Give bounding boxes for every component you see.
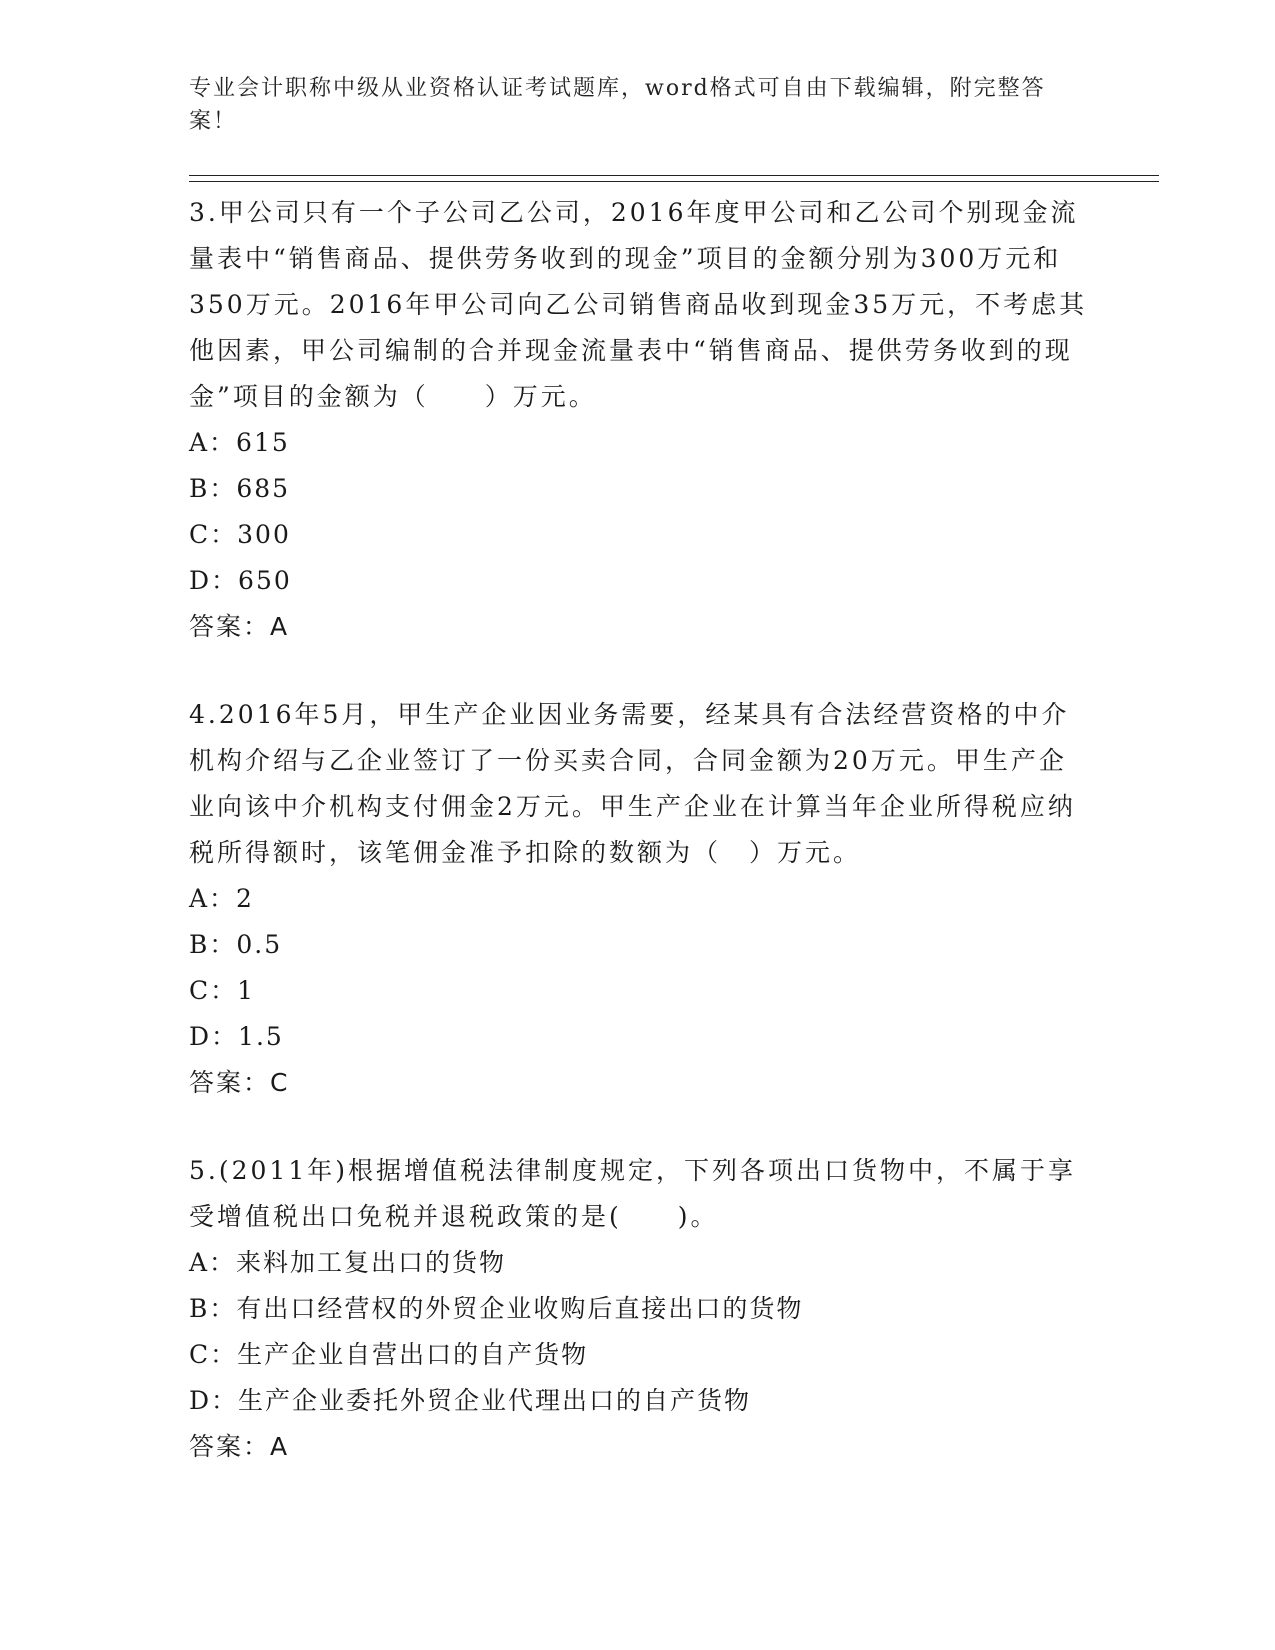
question-stem: 5.(2011年)根据增值税法律制度规定，下列各项出口货物中，不属于享受增值税出口免税并退税政策的是( )。 xyxy=(189,1156,1076,1231)
question-stem: 3.甲公司只有一个子公司乙公司，2016年度甲公司和乙公司个别现金流量表中“销售商品、提供劳务收到的现金”项目的金额分别为300万元和350万元。2016年甲公司向乙公司销售商品收到现金35万元，不考虑其他因素，甲公司编制的合并现金流量表中“销售商品、提供劳务收到的现金”项目的金额为（ ）万元。 xyxy=(189,198,1088,411)
option-a: A：615 xyxy=(189,428,290,457)
option-d: D：生产企业委托外贸企业代理出口的自产货物 xyxy=(189,1386,752,1415)
option-a: A：2 xyxy=(189,884,254,913)
option-b: B：685 xyxy=(189,474,291,503)
option-a: A：来料加工复出口的货物 xyxy=(189,1248,507,1277)
answer-line: 答案：C xyxy=(189,1068,290,1097)
question-3 xyxy=(189,190,1089,650)
option-c: C：生产企业自营出口的自产货物 xyxy=(189,1340,589,1369)
option-b: B：有出口经营权的外贸企业收购后直接出口的货物 xyxy=(189,1294,804,1323)
header-divider-top xyxy=(189,175,1159,176)
option-b: B：0.5 xyxy=(189,930,283,959)
option-d: D：1.5 xyxy=(189,1022,284,1051)
question-stem: 4.2016年5月，甲生产企业因业务需要，经某具有合法经营资格的中介机构介绍与乙企业签订了一份买卖合同，合同金额为20万元。甲生产企业向该中介机构支付佣金2万元。甲生产企业在计算当年企业所得税应纳税所得额时，该笔佣金准予扣除的数额为（ ）万元。 xyxy=(189,700,1076,867)
option-d: D：650 xyxy=(189,566,292,595)
option-c: C：300 xyxy=(189,520,291,549)
option-c: C：1 xyxy=(189,976,256,1005)
question-5 xyxy=(189,1148,1089,1470)
header-divider-bottom xyxy=(189,181,1159,182)
page-header: 专业会计职称中级从业资格认证考试题库，word格式可自由下载编辑，附完整答案！ xyxy=(189,76,1046,134)
question-4 xyxy=(189,692,1089,1106)
answer-line: 答案：A xyxy=(189,612,290,641)
answer-line: 答案：A xyxy=(189,1432,290,1461)
